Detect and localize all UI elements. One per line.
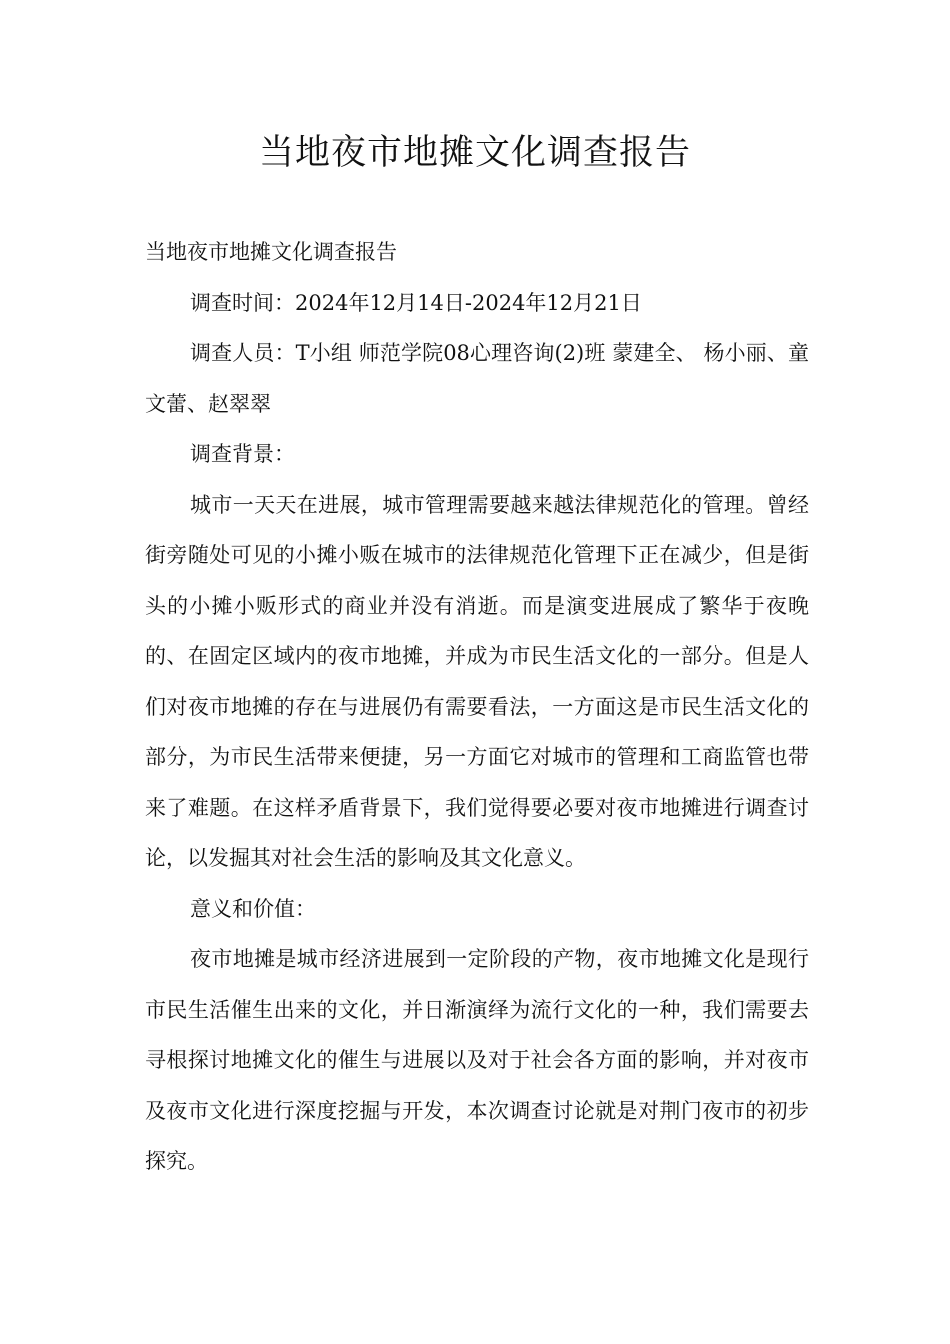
survey-staff: 调查人员：T小组 师范学院08心理咨询(2)班 蒙建全、 杨小丽、童文蕾、赵翠翠 xyxy=(145,341,809,416)
background-heading: 调查背景： xyxy=(190,442,295,466)
background-paragraph: 城市一天天在进展，城市管理需要越来越法律规范化的管理。曾经街旁随处可见的小摊小贩在城市的法律规范化管理下正在减少，但是街头的小摊小贩形式的商业并没有消逝。而是演变进展成了繁华于夜晚的、在固定区域内的夜市地摊，并成为市民生活文化的一部分。但是人 们对夜市地摊的存在与进展仍有需要看法，一方面这是市民生活文化的部分，为市民生活带来便捷，另一方面它对城市的管理和工商监管也带来了难题。在这样矛盾背景下，我们觉得要必要对夜市地摊进行调查讨论，以发掘其对社会生活的影响及其文化意义。 xyxy=(145,492,809,870)
document-title: 当地夜市地摊文化调查报告 xyxy=(258,133,691,173)
document-body xyxy=(145,227,809,1187)
value-heading: 意义和价值： xyxy=(190,896,316,921)
report-subtitle: 当地夜市地摊文化调查报告 xyxy=(145,240,397,264)
survey-time: 调查时间：2024年12月14日-2024年12月21日 xyxy=(190,290,642,315)
value-paragraph: 夜市地摊是城市经济进展到一定阶段的产物，夜市地摊文化是现行市民生活催生出来的文化，并日渐演绎为流行文化的一种，我们需要去寻根探讨地摊文化的催生与进展以及对于社会各方面的影响，并对夜市及夜市文化进行深度挖掘与开发，本次调查讨论就是对荆门夜市的初步探究。 xyxy=(145,947,809,1173)
